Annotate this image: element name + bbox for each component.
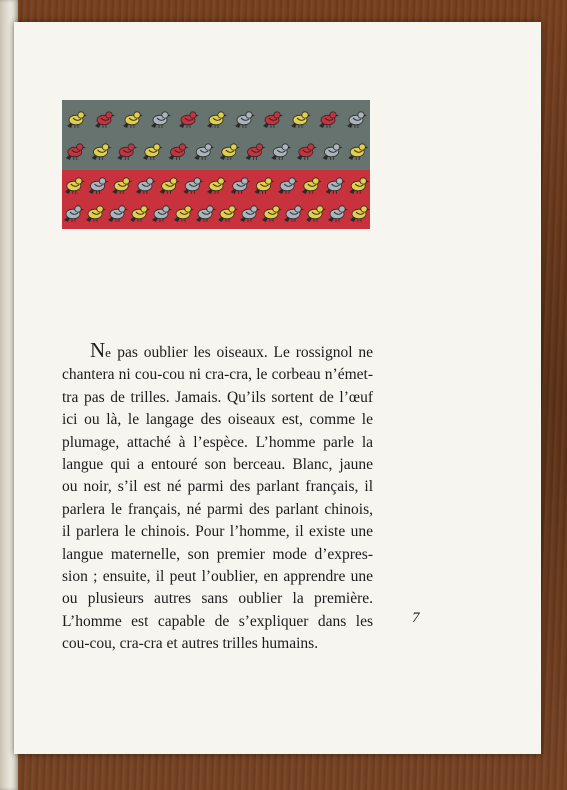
- text-line: langue maternelle, son premier mode d’expres-: [62, 545, 373, 563]
- text-line: parlera le français, né parmi des parlant chinois,: [62, 500, 373, 518]
- text-line: Ne pas oublier les oiseaux. Le rossignol ne: [90, 338, 373, 362]
- text-line: ou plusieurs autres sans oublier la première.: [62, 590, 373, 608]
- text-line: il parlera le chinois. Pour l’homme, il existe une: [62, 523, 373, 541]
- text-line: tra pas de trilles. Jamais. Qu’ils sortent de l’œuf: [62, 388, 373, 406]
- page-number: 7: [412, 610, 420, 626]
- text-line: langue qui a entouré son berceau. Blanc, jaune: [62, 456, 373, 474]
- text-line: cou-cou, cra-cra et autres trilles humains.: [62, 635, 319, 653]
- text-line: ou noir, s’il est né parmi des parlant français, il: [62, 478, 373, 496]
- text-line: chantera ni cou-cou ni cra-cra, le corbeau n’émet-: [62, 366, 373, 384]
- drop-cap: N: [90, 338, 106, 362]
- text-line: L’homme est capable de s’expliquer dans les: [62, 612, 373, 630]
- birds-illustration-icon: [62, 100, 370, 229]
- body-paragraph: [62, 340, 373, 656]
- text-line: plumage, attaché à l’espèce. L’homme parle la: [62, 433, 373, 451]
- text-line: sion ; ensuite, il peut l’oublier, en apprendre une: [62, 568, 373, 586]
- book-page: [14, 22, 541, 754]
- text-line: ici ou là, le langage des oiseaux est, comme le: [62, 411, 373, 429]
- small-caps: e: [105, 345, 112, 360]
